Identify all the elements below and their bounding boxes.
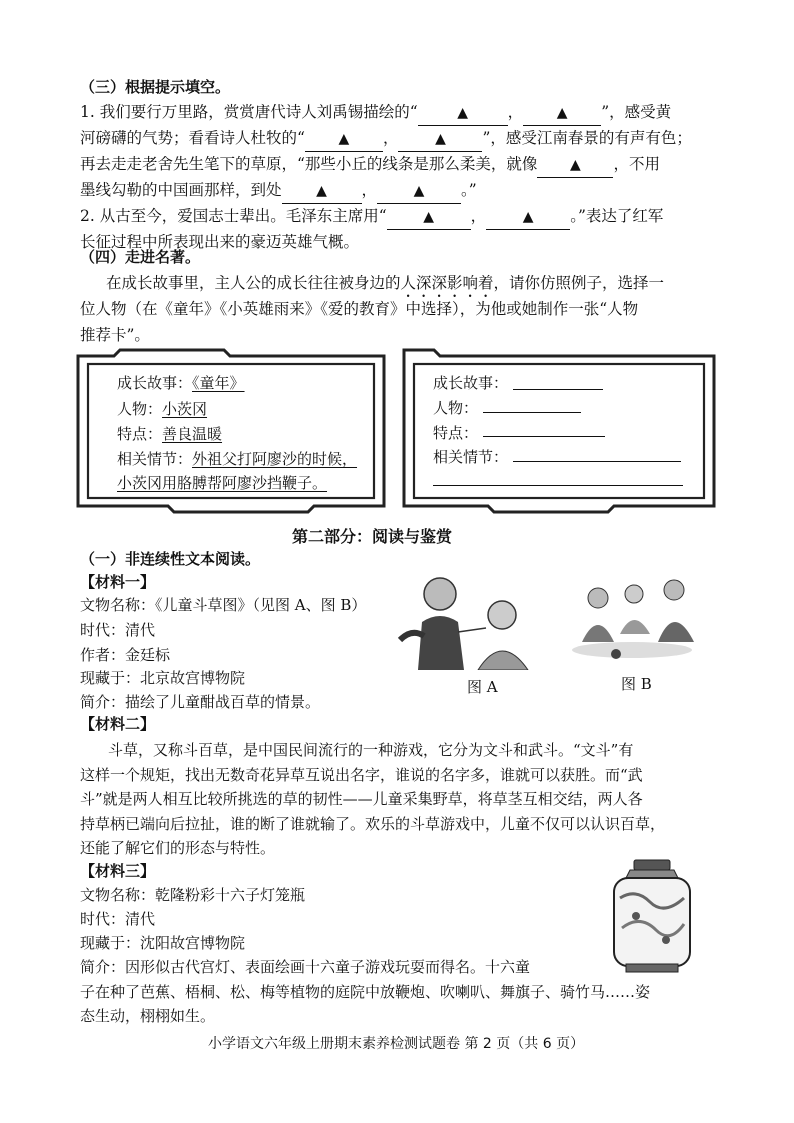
q1-blank-1[interactable]: [418, 99, 508, 126]
m2-line-4: 持草柄已端向后拉扯，谁的断了谁就输了。欢乐的斗草游戏中，儿童不仅可以认识百草，: [80, 815, 666, 833]
s4-paragraph-line-2: 位人物（在《童年》《小英雄雨来》《爱的教育》中选择），为他或她制作一张“人物: [80, 300, 639, 318]
m3-intro-1: 简介：因形似古代宫灯、表面绘画十六童子游戏玩耍而得名。十六童: [80, 958, 531, 976]
q1-number: 1.: [80, 103, 95, 121]
comma: ，: [470, 207, 487, 225]
comma: ，: [361, 181, 378, 199]
triangle-icon: ▲: [556, 105, 568, 121]
q2-line-2: 长征过程中所表现出来的豪迈英雄气概。: [80, 233, 360, 251]
part2-sub1: （一）非连续性文本阅读。: [80, 550, 261, 568]
q1-blank-4[interactable]: [398, 125, 482, 152]
example-card-plot: [117, 448, 357, 469]
q1-text-a: 我们要行万里路，赏赏唐代诗人刘禹锡描绘的“: [99, 103, 418, 121]
m2-label: 【材料二】: [80, 715, 156, 733]
q1-text-k: 。”: [461, 181, 477, 199]
blank-card-person-label: 人物：: [433, 399, 479, 417]
m3-name: 文物名称：乾隆粉彩十六子灯笼瓶: [80, 886, 306, 904]
q1-line-4: [80, 177, 477, 204]
triangle-icon: ▲: [413, 183, 425, 199]
m1-intro: 简介：描绘了儿童酣战百草的情景。: [80, 693, 321, 711]
example-card-story: [117, 372, 245, 393]
plot-label: 相关情节：: [117, 450, 193, 468]
blank-card-person-line[interactable]: [483, 412, 581, 413]
m3-era: 时代：清代: [80, 910, 156, 928]
m2-line-1: 斗草，又称斗百草，是中国民间流行的一种游戏，它分为文斗和武斗。“文斗”有: [108, 741, 634, 759]
s4-emphasis-text: 人深深影响着: [400, 274, 494, 292]
m2-line-3: 斗”就是两人相互比较所挑选的草的韧性——儿童采集野草，将草茎互相交结，两人各: [80, 790, 643, 808]
blank-card-trait-label: 特点：: [433, 424, 479, 442]
q2-number: 2.: [80, 207, 95, 225]
q1-line-2: [80, 125, 692, 152]
q1-text-i: 墨线勾勒的中国画那样，到处: [80, 181, 282, 199]
m3-location: 现藏于：沈阳故宫博物院: [80, 934, 246, 952]
figure-a-caption: 图 A: [467, 678, 498, 696]
comma: ，: [382, 129, 399, 147]
m1-label: 【材料一】: [80, 573, 156, 591]
m3-intro-2: 子在种了芭蕉、梧桐、松、梅等植物的庭院中放鞭炮、吹喇叭、舞旗子、骑竹马……姿: [80, 983, 651, 1001]
q1-text-f: ”，感受江南春景的有声有色；: [482, 129, 692, 147]
example-card-trait: [117, 423, 222, 444]
q2-blank-2[interactable]: [486, 203, 570, 230]
triangle-icon: ▲: [435, 131, 446, 147]
triangle-icon: ▲: [457, 105, 469, 121]
q1-text-c: ”，感受黄: [601, 103, 672, 121]
story-label: 成长故事：: [117, 374, 193, 392]
plot-value-2: 小茨冈用胳膊帮阿廖沙挡鞭子。: [117, 474, 328, 492]
section-4-heading: （四）走进名著。: [80, 248, 201, 266]
person-value: 小茨冈: [162, 400, 208, 418]
person-label: 人物：: [117, 400, 163, 418]
m1-era: 时代：清代: [80, 621, 156, 639]
blank-card-plot-label: 相关情节：: [433, 448, 509, 466]
q1-line-3: [80, 151, 660, 178]
q1-blank-3[interactable]: [305, 125, 383, 152]
example-card-person: [117, 398, 207, 419]
q1-line-1: [80, 99, 671, 126]
m3-label: 【材料三】: [80, 862, 156, 880]
m1-author: 作者：金廷标: [80, 646, 171, 664]
triangle-icon: ▲: [316, 183, 327, 199]
q2-text-a: 从古至今，爱国志士辈出。毛泽东主席用“: [99, 207, 387, 225]
q1-blank-2[interactable]: [523, 99, 601, 126]
s4-paragraph-line-3: 推荐卡”。: [80, 326, 150, 344]
figure-b-image: [556, 572, 708, 664]
q1-text-d: 河磅礴的气势；看看诗人杜牧的“: [80, 129, 305, 147]
lantern-vase-image: [606, 858, 698, 976]
q2-blank-1[interactable]: [387, 203, 471, 230]
m2-line-2: 这样一个规矩，找出无数奇花异草互说出名字，谁说的名字多，谁就可以获胜。而“武: [80, 766, 643, 784]
blank-card-story-line[interactable]: [513, 389, 603, 390]
q2-line-1: [80, 203, 663, 230]
blank-card-plot-line-2[interactable]: [433, 485, 683, 486]
figure-a-image: [392, 570, 540, 670]
trait-label: 特点：: [117, 425, 163, 443]
blank-card-plot-line-1[interactable]: [513, 461, 681, 462]
blank-card-trait-line[interactable]: [483, 436, 605, 437]
page-footer: 小学语文六年级上册期末素养检测试题卷 第 2 页（共 6 页）: [208, 1036, 585, 1052]
m1-name: 文物名称：《儿童斗草图》（见图 A、图 B）: [80, 596, 367, 614]
triangle-icon: ▲: [522, 209, 534, 225]
q1-text-h: ，不用: [613, 155, 660, 173]
q2-text-c: 。”表达了红军: [570, 207, 664, 225]
triangle-icon: ▲: [423, 209, 435, 225]
s4-text-end: ，请你仿照例子，选择一: [493, 274, 665, 292]
story-value: 《童年》: [192, 374, 245, 392]
blank-card-story-label: 成长故事：: [433, 374, 509, 392]
triangle-icon: ▲: [570, 157, 581, 173]
part2-title: 第二部分：阅读与鉴赏: [292, 527, 453, 546]
figure-b-caption: 图 B: [621, 675, 652, 693]
s4-text: 在成长故事里，主人公的成长往往被身边的: [106, 274, 401, 292]
m2-line-5: 还能了解它们的形态与特性。: [80, 839, 276, 857]
trait-value: 善良温暖: [162, 425, 223, 443]
q1-blank-5[interactable]: [537, 151, 613, 178]
q1-blank-7[interactable]: [377, 177, 461, 204]
q1-text-g: 再去走走老舍先生笔下的草原，“那些小丘的线条是那么柔美，就像: [80, 155, 538, 173]
triangle-icon: ▲: [338, 131, 350, 147]
comma: ，: [507, 103, 524, 121]
m1-location: 现藏于：北京故宫博物院: [80, 669, 246, 687]
section-3-heading: （三）根据提示填空。: [80, 78, 231, 96]
plot-value-1: 外祖父打阿廖沙的时候，: [192, 450, 358, 468]
m3-intro-3: 态生动，栩栩如生。: [80, 1007, 216, 1025]
q1-blank-6[interactable]: [282, 177, 362, 204]
